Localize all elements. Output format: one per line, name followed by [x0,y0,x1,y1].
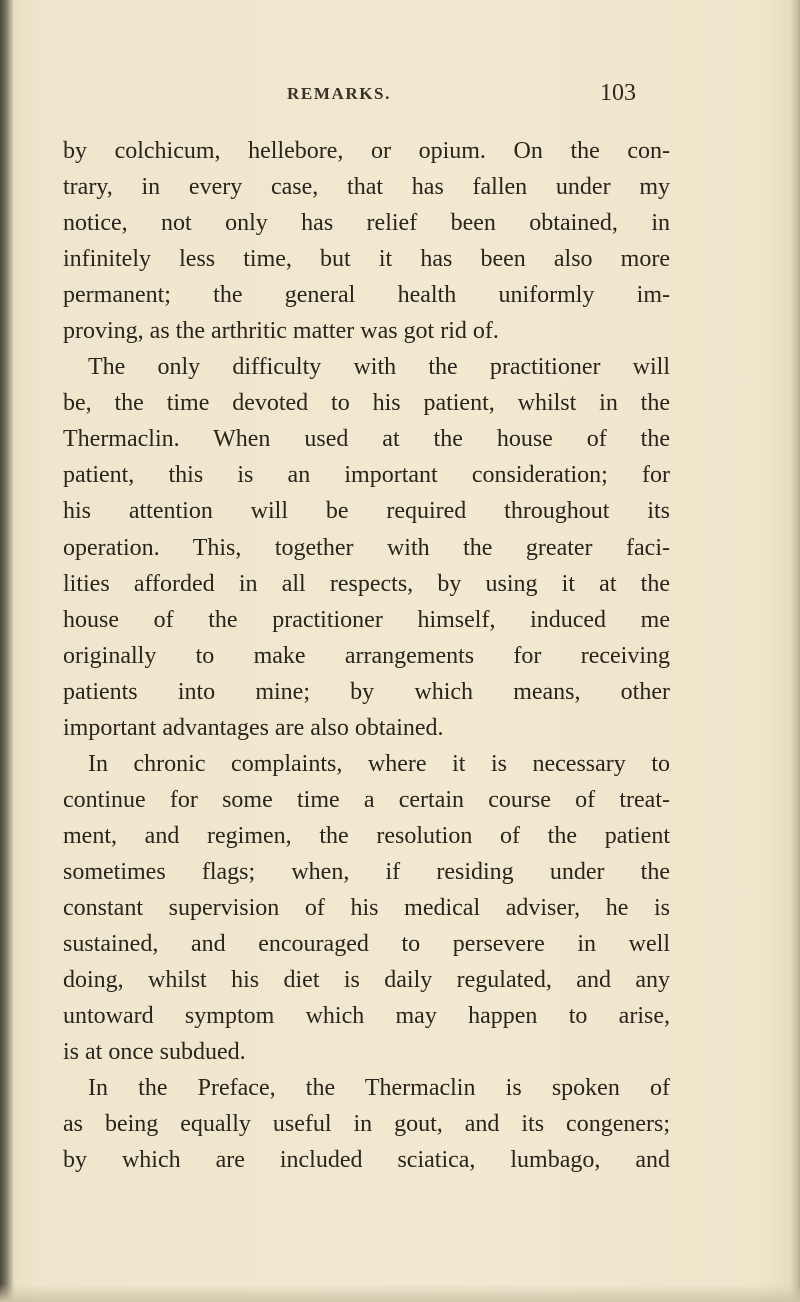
text-line: as being equally useful in gout, and its congeners; [63,1111,670,1138]
text-line: his attention will be required throughout its [63,498,670,525]
page-bottom-shadow [0,1284,800,1302]
text-line: untoward symptom which may happen to arise, [63,1003,670,1030]
text-line: be, the time devoted to his patient, whilst in the [63,390,670,417]
text-line: notice, not only has relief been obtained, in [63,210,670,237]
text-line: operation. This, together with the greater faci- [63,534,670,561]
page-number: 103 [600,80,636,106]
text-line: constant supervision of his medical adviser, he is [63,894,670,921]
text-line: important advantages are also obtained. [63,714,444,741]
text-line: lities afforded in all respects, by using it at the [63,570,670,597]
text-line: doing, whilst his diet is daily regulated, and any [63,967,670,994]
text-line: sustained, and encouraged to persevere in well [63,931,670,958]
text-line: trary, in every case, that has fallen under my [63,174,670,201]
page-edge-shadow [790,0,800,1302]
running-head [0,80,800,110]
text-line: patient, this is an important consideration; for [63,462,670,489]
text-line: In the Preface, the Thermaclin is spoken of [88,1075,670,1102]
text-line: The only difficulty with the practitioner will [88,354,670,381]
text-line: Thermaclin. When used at the house of the [63,426,670,453]
text-line: permanent; the general health uniformly im- [63,282,670,309]
running-head-title: REMARKS. [287,84,391,103]
text-line: continue for some time a certain course of treat- [63,786,670,813]
book-spine-shadow [0,0,14,1302]
text-line: In chronic complaints, where it is necessary to [88,750,670,777]
text-line: infinitely less time, but it has been also more [63,246,670,273]
text-line: proving, as the arthritic matter was got rid of. [63,318,499,345]
text-line: originally to make arrangements for receiving [63,642,670,669]
text-line: by which are included sciatica, lumbago, and [63,1147,670,1174]
text-line: house of the practitioner himself, induced me [63,606,670,633]
text-line: by colchicum, hellebore, or opium. On the con- [63,138,670,164]
text-line: sometimes flags; when, if residing under the [63,858,670,885]
text-line: patients into mine; by which means, other [63,678,670,705]
text-line: is at once subdued. [63,1039,246,1066]
body-text [63,133,670,1178]
text-line: ment, and regimen, the resolution of the patient [63,822,670,849]
